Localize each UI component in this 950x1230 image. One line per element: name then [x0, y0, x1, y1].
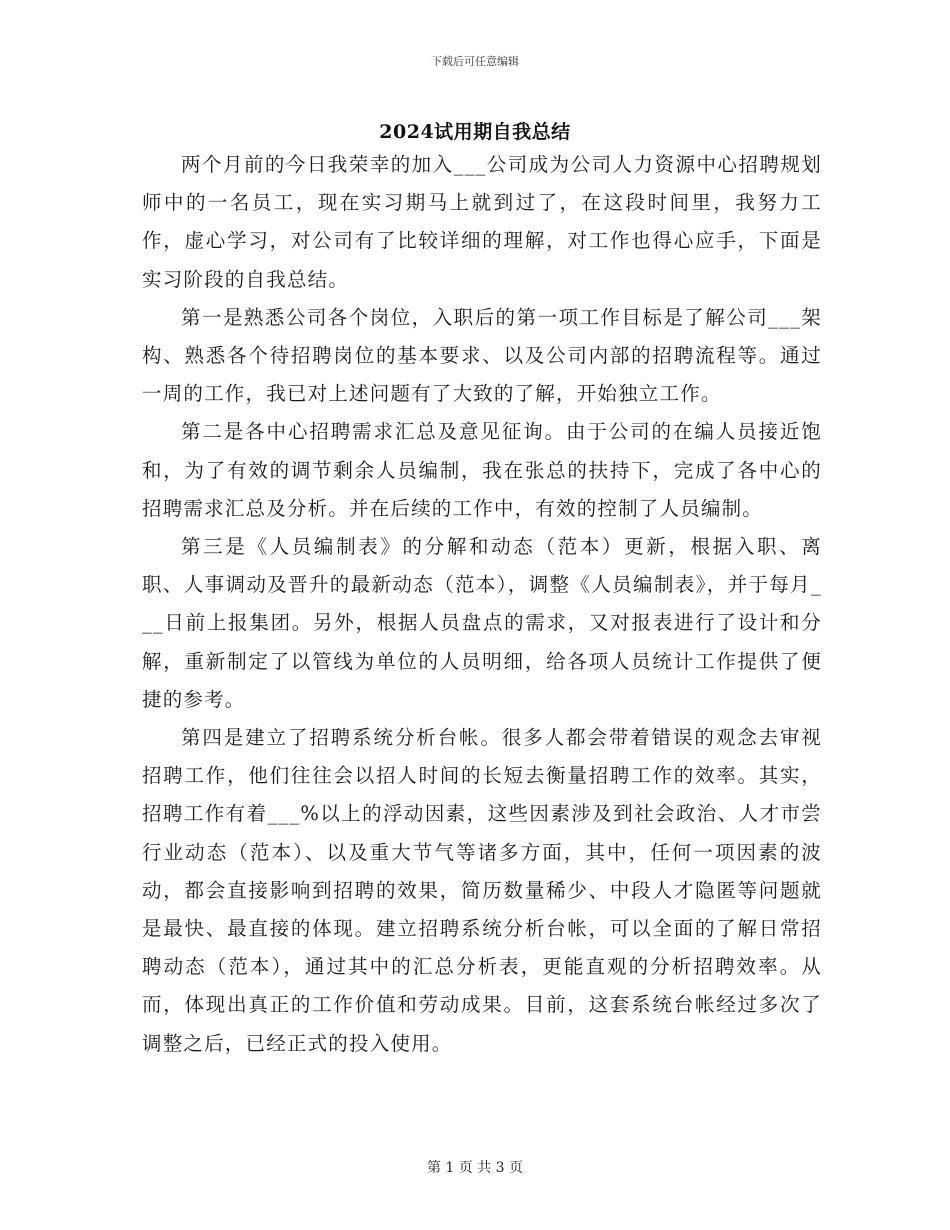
- document-title: 2024试用期自我总结: [379, 121, 571, 143]
- paragraph-fourth-item: 第四是建立了招聘系统分析台帐。很多人都会带着错误的观念去审视招聘工作，他们往往会以招人时间的长短去衡量招聘工作的效率。其实，招聘工作有着___%以上的浮动因素，这些因素涉及到社会政治、人才市尝行业动态（范本）、以及重大节气等诸多方面，其中，任何一项因素的波动，都会直接影响到招聘的效果，简历数量稀少、中段人才隐匿等问题就是最快、最直接的体现。建立招聘系统分析台帐，可以全面的了解日常招聘动态（范本），通过其中的汇总分析表，更能直观的分析招聘效率。从而，体现出真正的工作价值和劳动成果。目前，这套系统台帐经过多次了调整之后，已经正式的投入使用。: [142, 726, 822, 1055]
- page-header-note: 下载后可任意编辑: [431, 55, 519, 68]
- paragraph-first-item: 第一是熟悉公司各个岗位，入职后的第一项工作目标是了解公司___架构、熟悉各个待招聘岗位的基本要求、以及公司内部的招聘流程等。通过一周的工作，我已对上述问题有了大致的了解，开始独立工作。: [142, 305, 822, 406]
- paragraph-second-item: 第二是各中心招聘需求汇总及意见征询。由于公司的在编人员接近饱和，为了有效的调节剩余人员编制，我在张总的扶持下，完成了各中心的招聘需求汇总及分析。并在后续的工作中，有效的控制了人员编制。: [142, 420, 822, 520]
- paragraph-third-item: 第三是《人员编制表》的分解和动态（范本）更新，根据入职、离职、人事调动及晋升的最新动态（范本），调整《人员编制表》，并于每月___日前上报集团。另外，根据人员盘点的需求，又对报表进行了设计和分解，重新制定了以管线为单位的人员明细，给各项人员统计工作提供了便捷的参考。: [142, 535, 822, 711]
- page-number-footer: 第 1 页 共 3 页: [426, 1160, 524, 1176]
- paragraph-intro: 两个月前的今日我荣幸的加入___公司成为公司人力资源中心招聘规划师中的一名员工，现在实习期马上就到过了，在这段时间里，我努力工作，虚心学习，对公司有了比较详细的理解，对工作也得心应手，下面是实习阶段的自我总结。: [142, 153, 822, 291]
- document-body: [142, 146, 822, 1063]
